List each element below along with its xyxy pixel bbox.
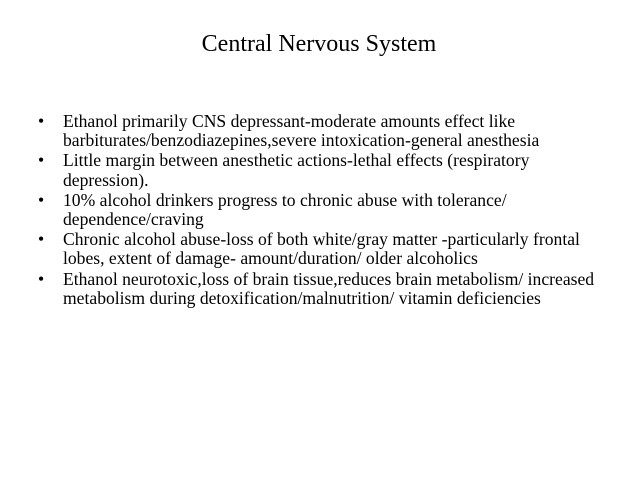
bullet-text: Ethanol primarily CNS depressant-moderate amounts effect like barbiturates/benzodiazepines,severe intoxication-general anesthesia — [63, 111, 540, 151]
bullet-icon: • — [38, 111, 45, 131]
bullet-text: Ethanol neurotoxic,loss of brain tissue,reduces brain metabolism/ increased metabolism during detoxification/malnutrition/ vitamin deficiencies — [63, 268, 595, 308]
bullet-text: Little margin between anesthetic actions-lethal effects (respiratory depression). — [63, 150, 530, 190]
bullet-list — [38, 112, 618, 309]
bullet-icon: • — [38, 189, 45, 210]
bullet-icon: • — [38, 268, 45, 289]
bullet-item-3 — [38, 191, 618, 229]
bullet-icon: • — [38, 150, 45, 171]
slide-title: Central Nervous System — [201, 31, 437, 57]
bullet-item-5 — [38, 270, 618, 308]
bullet-text: 10% alcohol drinkers progress to chronic abuse with tolerance/ dependence/craving — [63, 189, 507, 230]
bullet-item-4 — [38, 230, 618, 268]
bullet-item-1 — [38, 112, 618, 150]
bullet-item-2 — [38, 151, 618, 189]
bullet-icon: • — [38, 229, 45, 250]
bullet-text: Chronic alcohol abuse-loss of both white/gray matter -particularly frontal lobes, extent of damage- amount/duration/ older alcoholics — [63, 229, 580, 269]
